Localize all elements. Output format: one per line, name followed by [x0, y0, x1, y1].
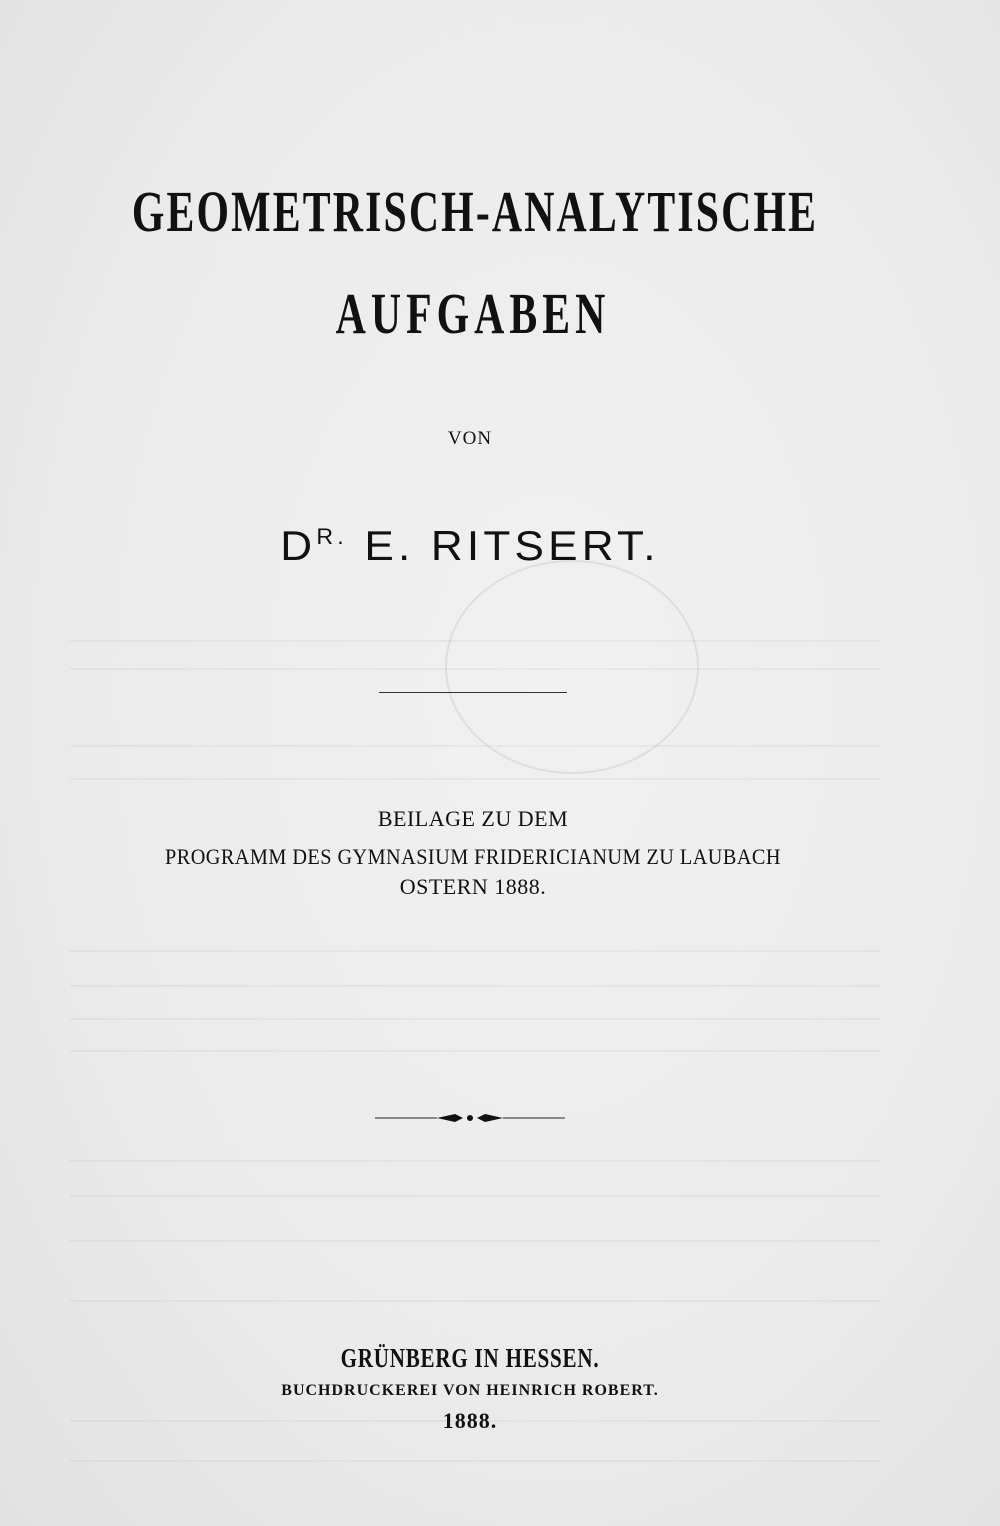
bleed-through-line	[70, 1195, 880, 1197]
bleed-through-line	[70, 950, 880, 952]
bleed-through-line	[70, 1160, 880, 1162]
library-stamp	[445, 560, 699, 774]
title-line-1: GEOMETRISCH-ANALYTISCHE	[131, 179, 819, 244]
by-label: VON	[447, 428, 493, 449]
divider-rule	[379, 692, 567, 693]
bleed-through-line	[70, 745, 880, 747]
bleed-through-line	[70, 1460, 880, 1462]
bleed-through-line	[70, 778, 880, 780]
bleed-through-line	[70, 1050, 880, 1052]
author-name	[0, 522, 995, 570]
imprint-place: GRÜNBERG IN HESSEN.	[340, 1343, 600, 1373]
bleed-through-line	[70, 985, 880, 987]
supplement-line-1: BEILAGE ZU DEM	[377, 806, 569, 831]
title-line-2: AUFGABEN	[335, 281, 611, 346]
author-surname: E. RITSERT.	[364, 522, 660, 569]
ornament-divider-icon	[375, 1108, 565, 1128]
bleed-through-line	[70, 1018, 880, 1020]
author-prefix: D	[280, 522, 317, 569]
imprint-printer: BUCHDRUCKEREI VON HEINRICH ROBERT.	[281, 1382, 659, 1399]
author-prefix-superscript: R.	[316, 524, 348, 549]
bleed-through-line	[70, 1300, 880, 1302]
supplement-line-3: OSTERN 1888.	[399, 874, 547, 899]
imprint-year: 1888.	[442, 1408, 498, 1433]
supplement-line-2: PROGRAMM DES GYMNASIUM FRIDERICIANUM ZU LAUBACH	[165, 844, 781, 869]
bleed-through-line	[70, 1240, 880, 1242]
